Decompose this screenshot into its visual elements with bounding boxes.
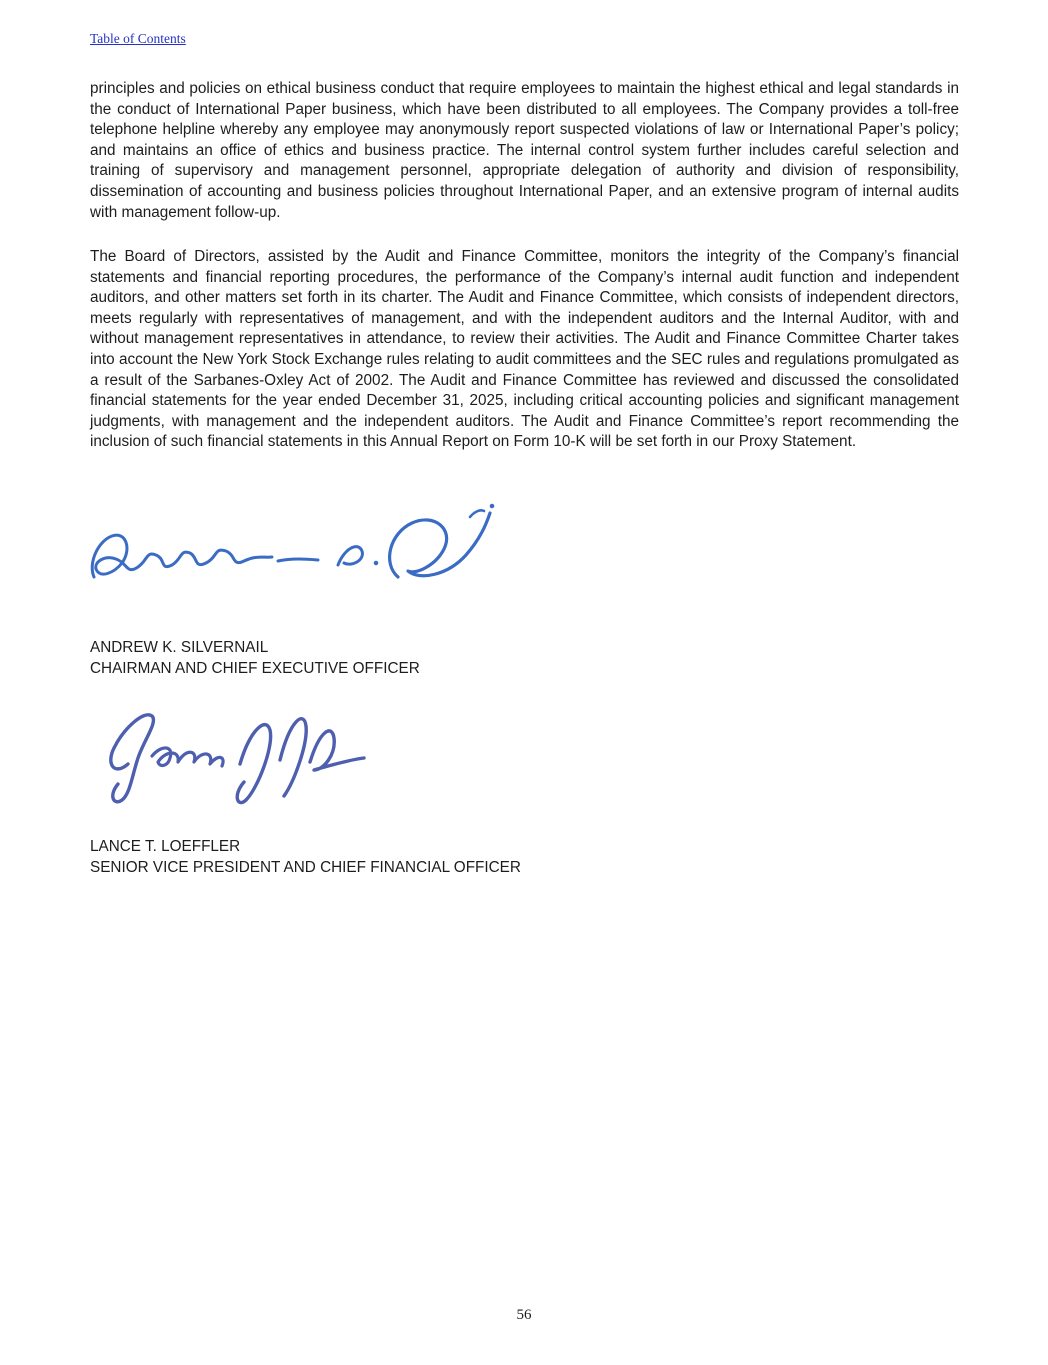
signatory-block-1 bbox=[90, 637, 420, 679]
signatory-title-1: CHAIRMAN AND CHIEF EXECUTIVE OFFICER bbox=[90, 660, 420, 677]
signatory-block-2 bbox=[90, 836, 521, 878]
loeffler-signature-image bbox=[100, 700, 370, 808]
signatory-name-2: LANCE T. LOEFFLER bbox=[90, 838, 241, 855]
signatory-name-1: ANDREW K. SILVERNAIL bbox=[90, 639, 269, 656]
body-paragraph-2: The Board of Directors, assisted by the Audit and Finance Committee, monitors the integrity of the Company’s financial statements and financial reporting procedures, the performance of the Company’s internal audit function and independent auditors, and other matters set forth in its charter. The Audit and Finance Committee, which consists of independent directors, meets regularly with representatives of management, and with the independent auditors and the Internal Auditor, with and without management representatives in attendance, to review their activities. The Audit and Finance Committee Charter takes into account the New York Stock Exchange rules relating to audit committees and the SEC rules and regulations promulgated as a result of the Sarbanes-Oxley Act of 2002. The Audit and Finance Committee has reviewed and discussed the consolidated financial statements for the year ended December 31, 2025, including critical accounting policies and significant management judgments, with management and the independent auditors. The Audit and Finance Committee’s report recommending the inclusion of such financial statements in this Annual Report on Form 10-K will be set forth in our Proxy Statement. bbox=[90, 248, 959, 451]
body-paragraph-1: principles and policies on ethical business conduct that require employees to maintain the highest ethical and legal standards in the conduct of International Paper business, which have been distributed to all employees. The Company provides a toll-free telephone helpline whereby any employee may anonymously report suspected violations of law or International Paper’s policy; and maintains an office of ethics and business practice. The internal control system further includes careful selection and training of supervisory and management personnel, appropriate delegation of authority and division of responsibility, dissemination of accounting and business policies throughout International Paper, and an extensive program of internal audits with management follow-up. bbox=[90, 80, 959, 221]
silvernail-signature-image bbox=[86, 503, 496, 598]
table-of-contents-link[interactable]: Table of Contents bbox=[90, 31, 186, 46]
signatory-title-2: SENIOR VICE PRESIDENT AND CHIEF FINANCIAL OFFICER bbox=[90, 859, 521, 876]
page-number: 56 bbox=[516, 1307, 532, 1323]
